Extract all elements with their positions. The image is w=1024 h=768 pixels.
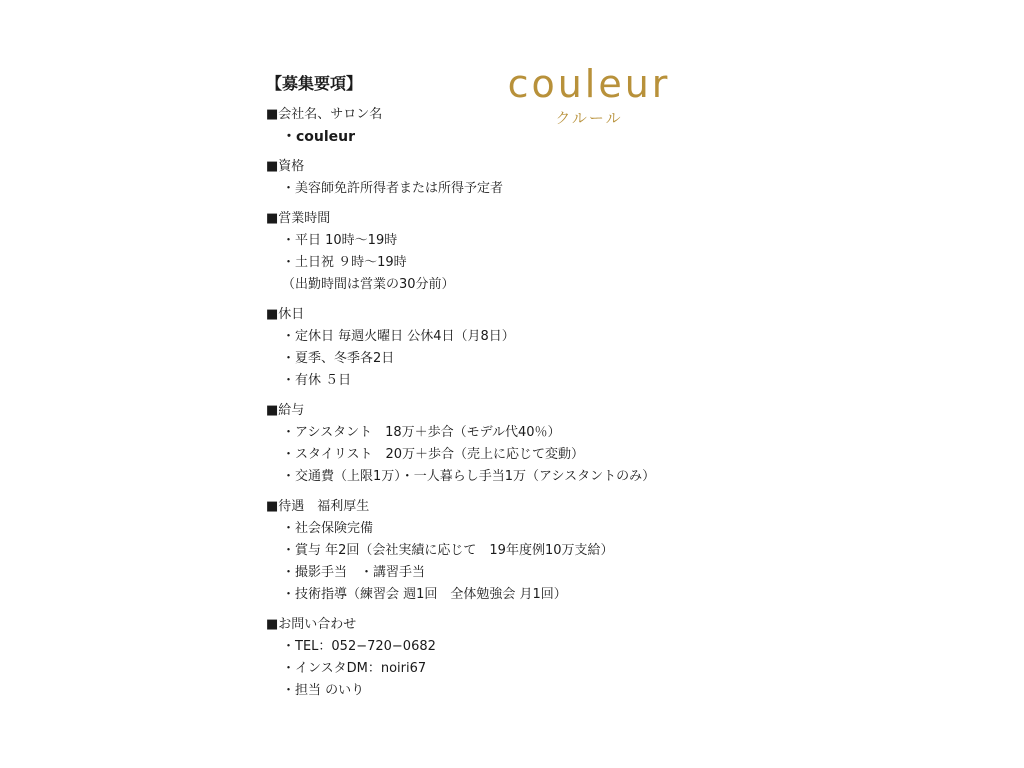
list-item: ・平日 10時〜19時 <box>282 233 398 248</box>
list-item: ・技術指導（練習会 週1回 全体勉強会 月1回） <box>282 587 567 602</box>
logo-katakana: クルール <box>555 109 623 127</box>
logo-wordmark: couleur <box>507 62 671 106</box>
section-salary <box>266 400 726 488</box>
section-business-hours <box>266 208 726 296</box>
list-item: ・夏季、冬季各2日 <box>282 351 395 366</box>
section-holidays <box>266 304 726 392</box>
list-item: ・土日祝 ９時〜19時 <box>282 255 407 270</box>
list-item: ・スタイリスト 20万＋歩合（売上に応じて変動） <box>282 447 585 462</box>
list-item: ・有休 ５日 <box>282 373 352 388</box>
section-heading: ■営業時間 <box>266 211 331 226</box>
contact-person: ・担当 のいり <box>282 683 365 698</box>
section-heading: ■お問い合わせ <box>266 617 357 632</box>
list-item: ・社会保険完備 <box>282 521 374 536</box>
list-item: ・交通費（上限1万）・一人暮らし手当1万（アシスタントのみ） <box>282 469 656 484</box>
section-company <box>266 104 726 148</box>
contact-phone: ・TEL：052−720−0682 <box>282 639 436 654</box>
list-item: ・定休日 毎週火曜日 公休4日（月8日） <box>282 329 515 344</box>
section-benefits <box>266 496 726 606</box>
list-item: ・賞与 年2回（会社実績に応じて 19年度例10万支給） <box>282 543 614 558</box>
list-item: ・撮影手当 ・講習手当 <box>282 565 426 580</box>
list-item: ・couleur <box>282 129 356 145</box>
section-qualification <box>266 156 726 200</box>
section-heading: ■資格 <box>266 159 305 174</box>
list-item: ・アシスタント 18万＋歩合（モデル代40％） <box>282 425 561 440</box>
section-heading: ■休日 <box>266 307 305 322</box>
section-heading: ■待遇 福利厚生 <box>266 499 370 514</box>
contact-instagram: ・インスタDM：noiri67 <box>282 661 427 676</box>
recruitment-document <box>266 72 726 710</box>
section-contact <box>266 614 726 702</box>
section-heading: ■給与 <box>266 403 305 418</box>
list-item: （出勤時間は営業の30分前） <box>282 277 455 292</box>
section-heading: ■会社名、サロン名 <box>266 107 383 122</box>
page-title: 【募集要項】 <box>266 74 363 93</box>
list-item: ・美容師免許所得者または所得予定者 <box>282 181 504 196</box>
